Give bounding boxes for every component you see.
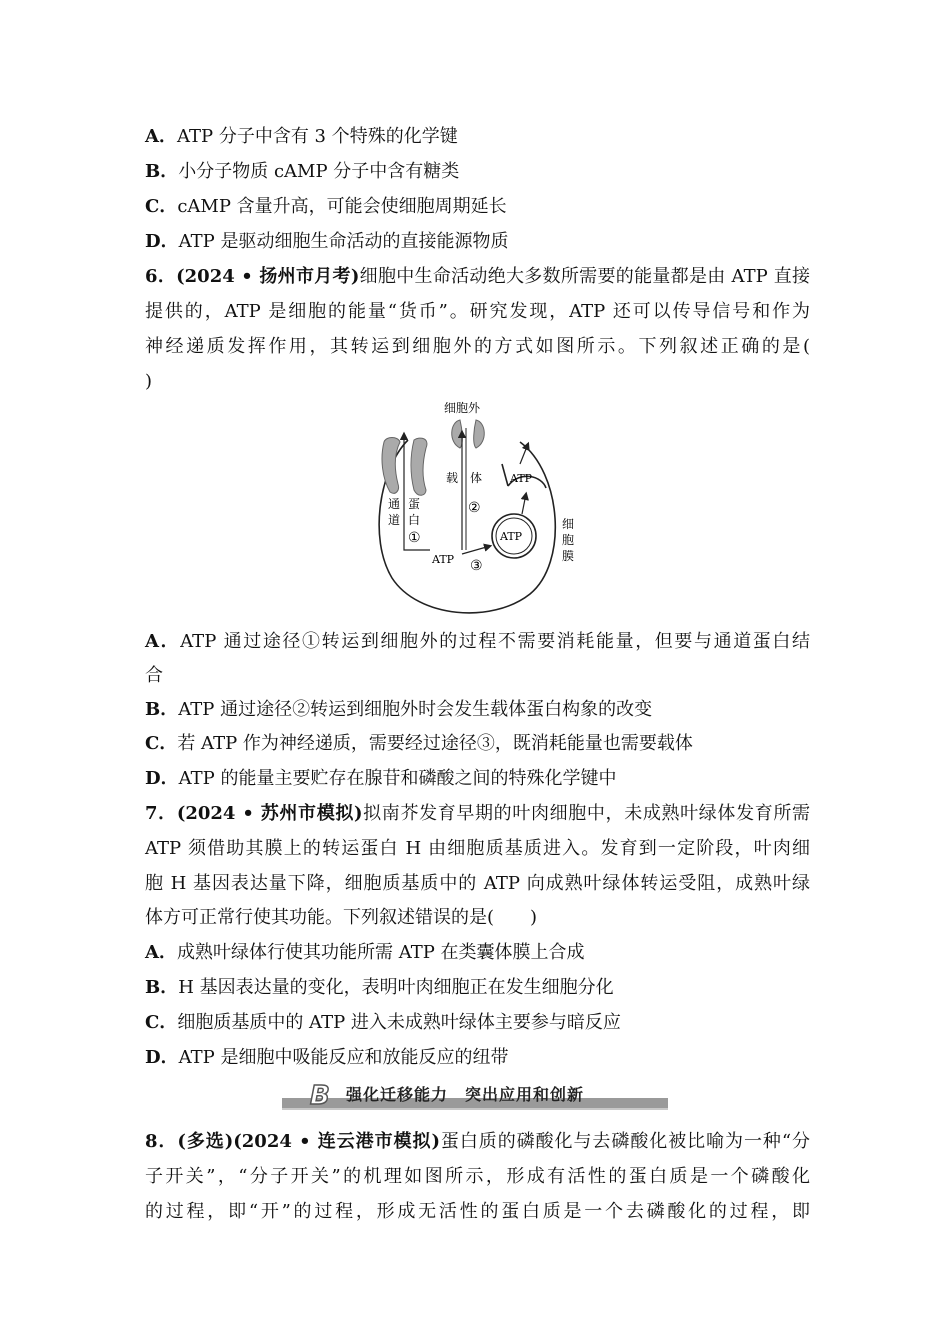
- svg-text:膜: 膜: [562, 549, 575, 563]
- q7-stem-line-4: 体方可正常行使其功能。下列叙述错误的是( ): [145, 907, 538, 928]
- q7-option-c: C．细胞质基质中的 ATP 进入未成熟叶绿体主要参与暗反应: [145, 1012, 621, 1033]
- q7-stem-line-2: ATP 须借助其膜上的转运蛋白 H 由细胞质基质进入。发育到一定阶段，叶肉细: [145, 838, 810, 859]
- q7-stem-line-1: 7．(2024 • 苏州市模拟)拟南芥发育早期的叶肉细胞中，未成熟叶绿体发育所需: [145, 803, 811, 824]
- q5-option-b: B．小分子物质 cAMP 分子中含有糖类: [145, 161, 460, 182]
- q8-stem-line-3: 的过程，即“开”的过程，形成无活性的蛋白质是一个去磷酸化的过程，即: [145, 1201, 810, 1222]
- q8-stem-line-2: 子开关”，“分子开关”的机理如图所示，形成有活性的蛋白质是一个磷酸化: [145, 1166, 810, 1187]
- q5-option-d: D．ATP 是驱动细胞生命活动的直接能源物质: [145, 231, 509, 252]
- atp-transport-figure: [370, 398, 590, 622]
- carrier-protein: [452, 420, 485, 448]
- q6-stem-line-4: ): [145, 371, 153, 392]
- label-atp-released: ATP: [510, 472, 533, 485]
- q6-option-b: B．ATP 通过途径②转运到细胞外时会发生载体蛋白构象的改变: [145, 699, 653, 720]
- svg-text:胞: 胞: [562, 533, 575, 547]
- svg-text:载: 载: [446, 471, 459, 485]
- label-outside: 细胞外: [444, 401, 481, 415]
- q8-stem-line-1: 8．(多选)(2024 • 连云港市模拟)蛋白质的磷酸化与去磷酸化被比喻为一种“分: [145, 1131, 810, 1152]
- q5-option-c: C．cAMP 含量升高，可能会使细胞周期延长: [145, 196, 507, 217]
- svg-text:通: 通: [388, 497, 401, 511]
- q6-stem-line-1: 6．(2024 • 扬州市月考)细胞中生命活动绝大多数所需要的能量都是由 ATP 直接: [145, 266, 811, 287]
- q6-stem-line-3: 神经递质发挥作用，其转运到细胞外的方式如图所示。下列叙述正确的是(: [145, 336, 810, 357]
- svg-text:白: 白: [408, 513, 421, 527]
- section-letter: B: [310, 1081, 330, 1111]
- q7-option-d: D．ATP 是细胞中吸能反应和放能反应的纽带: [145, 1047, 509, 1068]
- q5-option-a: A．ATP 分子中含有 3 个特殊的化学键: [145, 126, 458, 147]
- q7-option-b: B．H 基因表达量的变化，表明叶肉细胞正在发生细胞分化: [145, 977, 614, 998]
- q6-option-c: C．若 ATP 作为神经递质，需要经过途径③，既消耗能量也需要载体: [145, 733, 693, 754]
- label-atp-vesicle: ATP: [500, 530, 523, 543]
- q7-option-a: A．成熟叶绿体行使其功能所需 ATP 在类囊体膜上合成: [145, 942, 585, 963]
- svg-text:①: ①: [408, 530, 421, 546]
- section-banner: [282, 1082, 668, 1112]
- svg-text:蛋: 蛋: [408, 497, 421, 511]
- q7-stem-line-3: 胞 H 基因表达量下降，细胞质基质中的 ATP 向成熟叶绿体转运受阻，成熟叶绿: [145, 873, 810, 894]
- channel-protein-right: [411, 438, 427, 495]
- svg-text:体: 体: [470, 471, 483, 485]
- svg-text:③: ③: [470, 558, 483, 574]
- svg-text:细: 细: [562, 517, 575, 531]
- q6-stem-line-2: 提供的，ATP 是细胞的能量“货币”。研究发现，ATP 还可以传导信号和作为: [145, 301, 810, 322]
- q6-option-a: A．ATP 通过途径①转运到细胞外的过程不需要消耗能量，但要与通道蛋白结: [145, 631, 810, 652]
- q6-option-d: D．ATP 的能量主要贮存在腺苷和磷酸之间的特殊化学键中: [145, 768, 617, 789]
- q6-option-a-cont: 合: [145, 665, 163, 686]
- section-title: 强化迁移能力 突出应用和创新: [346, 1085, 585, 1104]
- svg-text:道: 道: [388, 513, 401, 527]
- svg-text:②: ②: [468, 500, 481, 516]
- label-atp-center: ATP: [432, 553, 455, 566]
